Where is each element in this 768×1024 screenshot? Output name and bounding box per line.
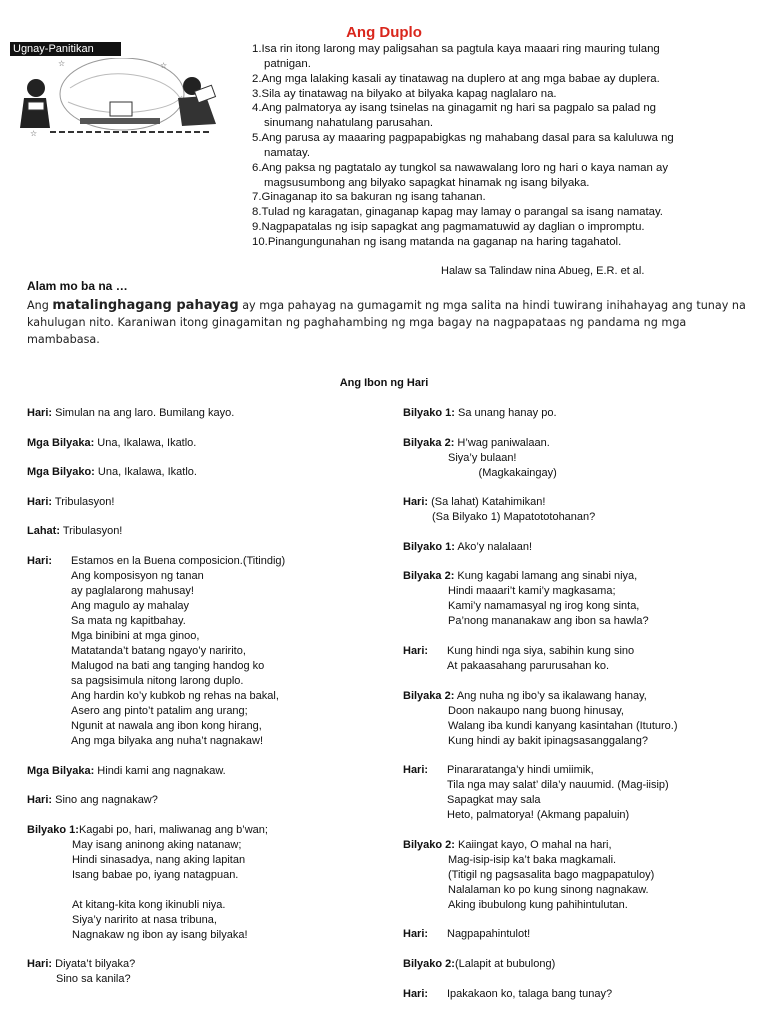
speaker-label: Bilyako 2: (403, 957, 455, 970)
dialogue-text: H’wag paniwalaan. (454, 436, 550, 449)
dialogue-line: At kitang-kita kong ikinubli niya. (72, 898, 226, 911)
dialogue-line: Pa’nong mananakaw ang ibon sa hawla? (448, 615, 649, 628)
list-item (252, 220, 752, 235)
speaker-label: Lahat: (27, 525, 60, 538)
dialogue-line (403, 540, 758, 555)
dialogue-line: Nalalaman ko po kung sinong nagnakaw. (448, 883, 649, 896)
dialogue-text: Tila nga may salat’ dila’y nauumid. (Mag-iisip) (447, 779, 669, 792)
dialogue-line (403, 793, 758, 808)
ugnay-panitikan-label: Ugnay-Panitikan (10, 42, 121, 56)
list-item (252, 205, 752, 220)
speaker-label: Hari: (27, 554, 53, 567)
dialogue-text: Kung hindi nga siya, sabihin kung sino (447, 644, 635, 657)
dialogue-line (27, 406, 377, 421)
dialogue-text: Ang magulo ay mahalay (71, 599, 190, 612)
dialogue-text: Sa unang hanay po. (454, 407, 557, 419)
dialogue-block (27, 495, 377, 510)
speaker-label: Hari: (27, 958, 53, 971)
dialogue-block (27, 524, 377, 539)
alam-mo-ba-heading: Alam mo ba na … (27, 279, 128, 293)
dialogue-left-column (27, 406, 377, 1002)
dialogue-line: Isang babae po, iyang natagpuan. (72, 868, 239, 881)
dialogue-text: Sapagkat may sala (447, 794, 541, 807)
dialogue-line: Nagnakaw ng ibon ay isang bilyaka! (72, 928, 248, 941)
dialogue-text: Una, Ikalawa, Ikatlo. (94, 466, 197, 479)
dialogue-text: Kagabi po, hari, maliwanag ang b’wan; (78, 823, 268, 836)
dialogue-text: Matatanda’t batang ngayo’y naririto, (71, 644, 246, 657)
speaker-label: Hari: (403, 764, 429, 777)
dialogue-line (403, 838, 758, 853)
dialogue-text: At pakaasahang parurusahan ko. (447, 659, 610, 672)
list-item-continuation: namatay. (264, 146, 311, 159)
svg-text:☆: ☆ (58, 59, 66, 68)
dialogue-line (403, 406, 758, 421)
list-item-text: 5.Ang parusa ay maaaring pagpapabigkas ng mahabang dasal para sa kaluluwa ng (252, 132, 674, 145)
dialogue-line: Doon nakaupo nang buong hinusay, (448, 704, 624, 717)
dialogue-block (403, 540, 758, 555)
list-item (252, 235, 752, 250)
dialogue-line (27, 957, 377, 972)
dialogue-line (403, 495, 758, 510)
dialogue-text: Ngunit at nawala ang ibon kong hirang, (71, 719, 262, 732)
dialogue-line: Hindi maaari’t kami’y magkasama; (448, 585, 616, 598)
dialogue-block (403, 569, 758, 629)
dialogue-text: Kung kagabi lamang ang sinabi niya, (454, 570, 638, 583)
dialogue-line: Aking ibubulong kung pahihintulutan. (448, 898, 628, 911)
list-item-text: 3.Sila ay tinatawag na bilyako at bilyaka kapag naglalaro na. (252, 87, 557, 100)
svg-text:☆: ☆ (30, 129, 38, 138)
list-item (252, 131, 752, 161)
dialogue-block (403, 763, 758, 823)
dialogue-line (27, 719, 377, 734)
svg-text:☆: ☆ (160, 61, 168, 70)
list-item (252, 42, 752, 72)
dialogue-line: Kung hindi ay bakit ipinagsasanggalang? (448, 734, 648, 747)
dialogue-line: Mag-isip-isip ka’t baka magkamali. (448, 853, 617, 866)
dialogue-line (27, 764, 377, 779)
list-item-continuation: magsusumbong ang bilyako sapagkat hinamak ng isang bilyaka. (264, 176, 590, 189)
dialogue-line: (Magkakaingay) (448, 466, 557, 479)
speaker-label: Mga Bilyako: (27, 466, 95, 479)
dialogue-text: Hindi kami ang nagnakaw. (94, 764, 226, 777)
dialogue-line (27, 495, 377, 510)
dialogue-block (403, 838, 758, 913)
dialogue-line (27, 554, 377, 569)
dialogue-line: Sino sa kanila? (56, 973, 131, 986)
dialogue-block (27, 406, 377, 421)
dialogue-text: (Lalapit at bubulong) (454, 957, 556, 970)
dialogue-text: Una, Ikalawa, Ikatlo. (94, 436, 197, 449)
dialogue-block (27, 764, 377, 779)
dialogue-line: (Titigil ng pagsasalita bago magpapatuloy) (448, 868, 655, 881)
dialogue-line (403, 927, 758, 942)
speaker-label: Hari: (403, 928, 429, 941)
dialogue-line (27, 704, 377, 719)
dialogue-text: sa pagsisimula nitong larong duplo. (71, 674, 244, 687)
dialogue-line (403, 644, 758, 659)
dialogue-text: Ako’y nalalaan! (454, 540, 533, 553)
speaker-label: Mga Bilyaka: (27, 436, 95, 449)
dialogue-line (27, 734, 377, 749)
list-item-continuation: patnigan. (264, 57, 311, 70)
dialogue-line (403, 763, 758, 778)
dialogue-line (27, 823, 377, 838)
list-item-text: 7.Ginaganap ito sa bakuran ng isang tahanan. (252, 191, 486, 204)
dialogue-line: (Sa Bilyako 1) Mapatototohanan? (432, 511, 596, 524)
dialogue-block (403, 957, 758, 972)
dialogue-block (403, 644, 758, 674)
speaker-label: Hari: (403, 987, 429, 1000)
speaker-label: Mga Bilyaka: (27, 764, 95, 777)
dialogue-text: Simulan na ang laro. Bumilang kayo. (52, 407, 235, 419)
speaker-label: Bilyako 1: (403, 540, 455, 553)
list-item-text: 1.Isa rin itong larong may paligsahan sa pagtula kaya maaari ring mauring tulang (252, 43, 660, 55)
speaker-label: Hari: (27, 495, 53, 508)
speaker-label: Hari: (403, 644, 429, 657)
list-item (252, 87, 752, 102)
dialogue-block (403, 927, 758, 942)
play-title: Ang Ibon ng Hari (339, 377, 429, 389)
list-item-text: 2.Ang mga lalaking kasali ay tinatawag na duplero at ang mga babae ay duplera. (252, 72, 660, 85)
dialogue-line (27, 465, 377, 480)
speaker-label: Bilyako 1: (403, 407, 455, 419)
list-item-continuation: sinumang nahatulang parusahan. (264, 117, 434, 130)
dialogue-line (27, 584, 377, 599)
dialogue-block (27, 465, 377, 480)
dialogue-text: Kaiingat kayo, O mahal na hari, (454, 838, 612, 851)
dialogue-text: Nagpapahintulot! (447, 928, 531, 941)
dialogue-text: Tribulasyon! (52, 495, 115, 508)
dialogue-line (403, 569, 758, 584)
speaker-label: Hari: (403, 496, 429, 509)
dialogue-line: Siya’y bulaan! (448, 451, 517, 464)
dialogue-line (27, 674, 377, 689)
dialogue-text: Estamos en la Buena composicion.(Titindig) (71, 554, 286, 567)
list-item (252, 190, 752, 205)
dialogue-line (27, 569, 377, 584)
speaker-label: Bilyaka 2: (403, 436, 455, 449)
speaker-label: Hari: (27, 794, 53, 807)
speaker-label: Hari: (27, 407, 53, 419)
dialogue-block (403, 406, 758, 421)
dialogue-text: Ang hardin ko’y kubkob ng rehas na bakal, (71, 689, 279, 702)
list-item (252, 161, 752, 191)
dialogue-block (27, 957, 377, 987)
para-prefix: Ang (27, 299, 53, 312)
dialogue-line (27, 629, 377, 644)
reading-children-clipart-icon (10, 58, 232, 138)
dialogue-block (403, 495, 758, 525)
dialogue-text: Asero ang pinto’t patalim ang urang; (71, 704, 248, 717)
dialogue-text: Mga binibini at mga ginoo, (71, 629, 200, 642)
list-item-text: 10.Pinangungunahan ng isang matanda na gaganap na haring tagahatol. (252, 235, 622, 248)
dialogue-text: Ang nuha ng ibo’y sa ikalawang hanay, (454, 689, 647, 702)
list-item-text: 6.Ang paksa ng pagtatalo ay tungkol sa nawawalang loro ng hari o kaya naman ay (252, 161, 669, 174)
speaker-label: Bilyaka 2: (403, 570, 455, 583)
dialogue-line (27, 524, 377, 539)
list-item-text: 4.Ang palmatorya ay isang tsinelas na ginagamit ng hari sa pagpalo sa palad ng (252, 102, 657, 115)
dialogue-text: Sino ang nagnakaw? (52, 794, 158, 807)
dialogue-text: Diyata’t bilyaka? (52, 958, 136, 971)
dialogue-line (27, 436, 377, 451)
dialogue-line (403, 808, 758, 823)
dialogue-text: Ipakakaon ko, talaga bang tunay? (447, 987, 613, 1000)
dialogue-line (27, 599, 377, 614)
dialogue-line (403, 957, 758, 972)
dialogue-text: ay paglalarong mahusay! (71, 584, 194, 597)
dialogue-line (27, 793, 377, 808)
dialogue-block (27, 436, 377, 451)
para-keyword: matalinghagang pahayag (52, 298, 239, 313)
dialogue-line: Walang iba kundi kanyang kasintahan (Ituturo.) (448, 719, 678, 732)
dialogue-line (403, 987, 758, 1002)
list-item (252, 72, 752, 87)
dialogue-line (27, 689, 377, 704)
dialogue-line: Siya’y naririto at nasa tribuna, (72, 913, 217, 926)
dialogue-line: May isang aninong aking natanaw; (72, 838, 242, 851)
para-rest: ay mga pahayag na gumagamit ng mga salita na hindi tuwirang inihahayag ang tunay na kahulugan nito. Karaniwan itong ginagamitan ng paghahambing ng mga bagay na nagpapataas ng pandama ng mga mambabasa. (27, 299, 746, 346)
dialogue-line (403, 659, 758, 674)
dialogue-text: (Sa lahat) Katahimikan! (428, 496, 546, 509)
dialogue-line (27, 883, 377, 898)
source-citation: Halaw sa Talindaw nina Abueg, E.R. et al. (441, 265, 645, 277)
dialogue-block (403, 436, 758, 481)
dialogue-text: Heto, palmatorya! (Akmang papaluin) (447, 809, 630, 822)
dialogue-line (27, 614, 377, 629)
dialogue-block (403, 987, 758, 1002)
dialogue-text: Malugod na bati ang tanging handog ko (71, 659, 265, 672)
dialogue-text: Pinararatanga’y hindi umiimik, (447, 764, 594, 777)
dialogue-block (27, 823, 377, 943)
dialogue-line (27, 659, 377, 674)
dialogue-text: Sa mata ng kapitbahay. (71, 614, 186, 627)
dialogue-line: Kami’y namamasyal ng irog kong sinta, (448, 600, 640, 613)
speaker-label: Bilyako 1: (27, 823, 79, 836)
list-item-text: 8.Tulad ng karagatan, ginaganap kapag may lamay o parangal sa isang namatay. (252, 206, 663, 219)
dialogue-text: Tribulasyon! (60, 525, 123, 538)
dialogue-line (403, 436, 758, 451)
list-item (252, 101, 752, 131)
dialogue-line (27, 644, 377, 659)
dialogue-line (403, 689, 758, 704)
speaker-label: Bilyaka 2: (403, 689, 455, 702)
dialogue-block (27, 793, 377, 808)
dialogue-block (27, 554, 377, 749)
matalinghagang-pahayag-paragraph (27, 297, 749, 348)
speaker-label: Bilyako 2: (403, 838, 455, 851)
page-title: Ang Duplo (346, 24, 422, 41)
duplo-facts-list (252, 42, 752, 250)
dialogue-text: Ang komposisyon ng tanan (71, 569, 204, 582)
dialogue-line: Hindi sinasadya, nang aking lapitan (72, 853, 246, 866)
list-item-text: 9.Nagpapatalas ng isip sapagkat ang pagmamatuwid ay daglian o impromptu. (252, 221, 645, 234)
dialogue-block (403, 689, 758, 749)
dialogue-line (403, 778, 758, 793)
dialogue-right-column (403, 406, 758, 1016)
dialogue-text: Ang mga bilyaka ang nuha’t nagnakaw! (71, 734, 264, 747)
